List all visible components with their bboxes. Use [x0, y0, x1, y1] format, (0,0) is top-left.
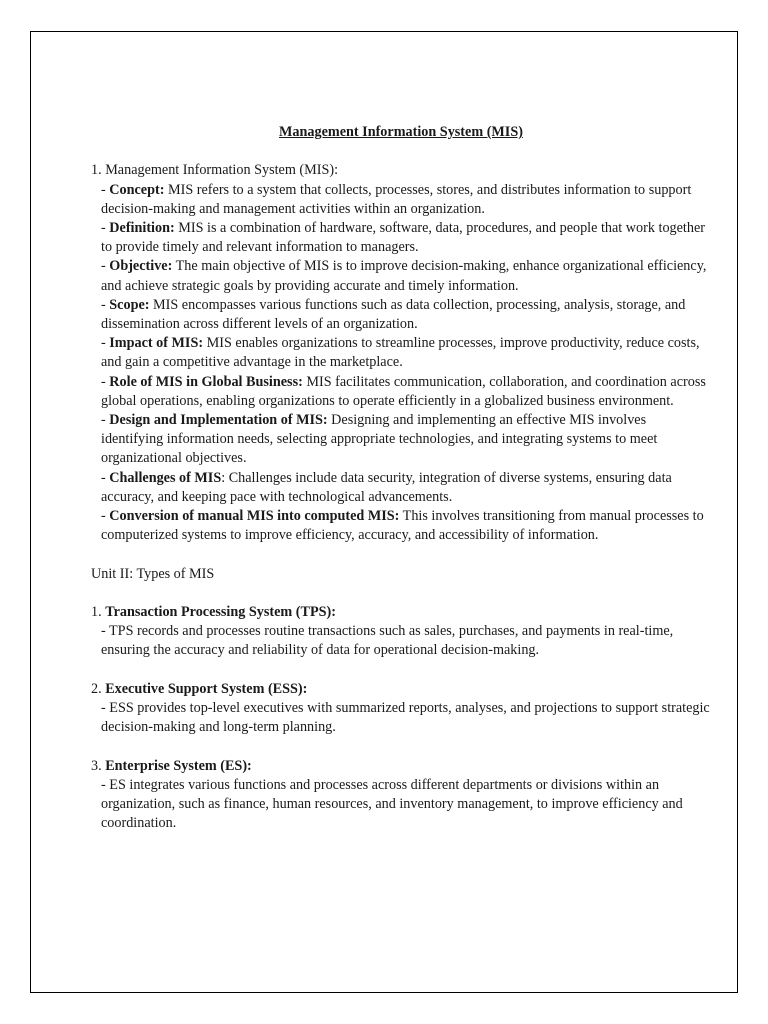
unit1-heading: 1. Management Information System (MIS): [91, 162, 339, 179]
spacer [91, 545, 711, 564]
design-implementation-item: - Design and Implementation of MIS: Designing and implementing an effective MIS involves identifying information needs, selecting appropriate technologies, and integrating systems to meet organizational objectives. [101, 412, 658, 467]
es-body: - ES integrates various functions and processes across different departments or divisions within an organization, such as finance, human resources, and inventory management, to improve efficiency and coordination. [101, 776, 683, 832]
document-title: Management Information System (MIS) [279, 124, 523, 140]
spacer [91, 737, 711, 756]
scope-item: - Scope: MIS encompasses various functions such as data collection, processing, analysis, storage, and dissemination across different levels of an organization. [101, 296, 686, 333]
ess-body: - ESS provides top-level executives with summarized reports, analyses, and projections to support strategic decision-making and long-term planning. [101, 700, 710, 736]
definition-item: - Definition: MIS is a combination of hardware, software, data, procedures, and people that work together to provide timely and relevant information to managers. [101, 220, 705, 256]
tps-body: - TPS records and processes routine transactions such as sales, purchases, and payments in real-time, ensuring the accuracy and reliability of data for operational decision-making. [101, 623, 674, 659]
ess-heading: 2. Executive Support System (ESS): [91, 680, 308, 697]
tps-heading: 1. Transaction Processing System (TPS): [91, 604, 336, 621]
impact-item: - Impact of MIS: MIS enables organizations to streamline processes, improve productivity, reduce costs, and gain a competitive advantage in the marketplace. [101, 335, 700, 371]
es-heading: 3. Enterprise System (ES): [91, 757, 252, 774]
conversion-item: - Conversion of manual MIS into computed MIS: This involves transitioning from manual processes to computerized systems to improve efficiency, accuracy, and accessibility of information. [101, 508, 704, 544]
unit2-heading: Unit II: Types of MIS [91, 565, 215, 582]
challenges-item: - Challenges of MIS: Challenges include data security, integration of diverse systems, ensuring data accuracy, and keeping pace with technological advancements. [101, 469, 672, 505]
objective-item: - Objective: The main objective of MIS is to improve decision-making, enhance organizational efficiency, and achieve strategic goals by providing accurate and timely information. [101, 258, 707, 294]
spacer [91, 584, 711, 603]
concept-item: - Concept: MIS refers to a system that collects, processes, stores, and distributes information to support decision-making and management activities within an organization. [101, 181, 692, 217]
spacer [91, 661, 711, 680]
document-page [30, 31, 738, 993]
global-business-item: - Role of MIS in Global Business: MIS facilitates communication, collaboration, and coordination across global operations, enabling organizations to operate efficiently in a globalized business environment. [101, 373, 706, 409]
document-body [91, 123, 711, 833]
